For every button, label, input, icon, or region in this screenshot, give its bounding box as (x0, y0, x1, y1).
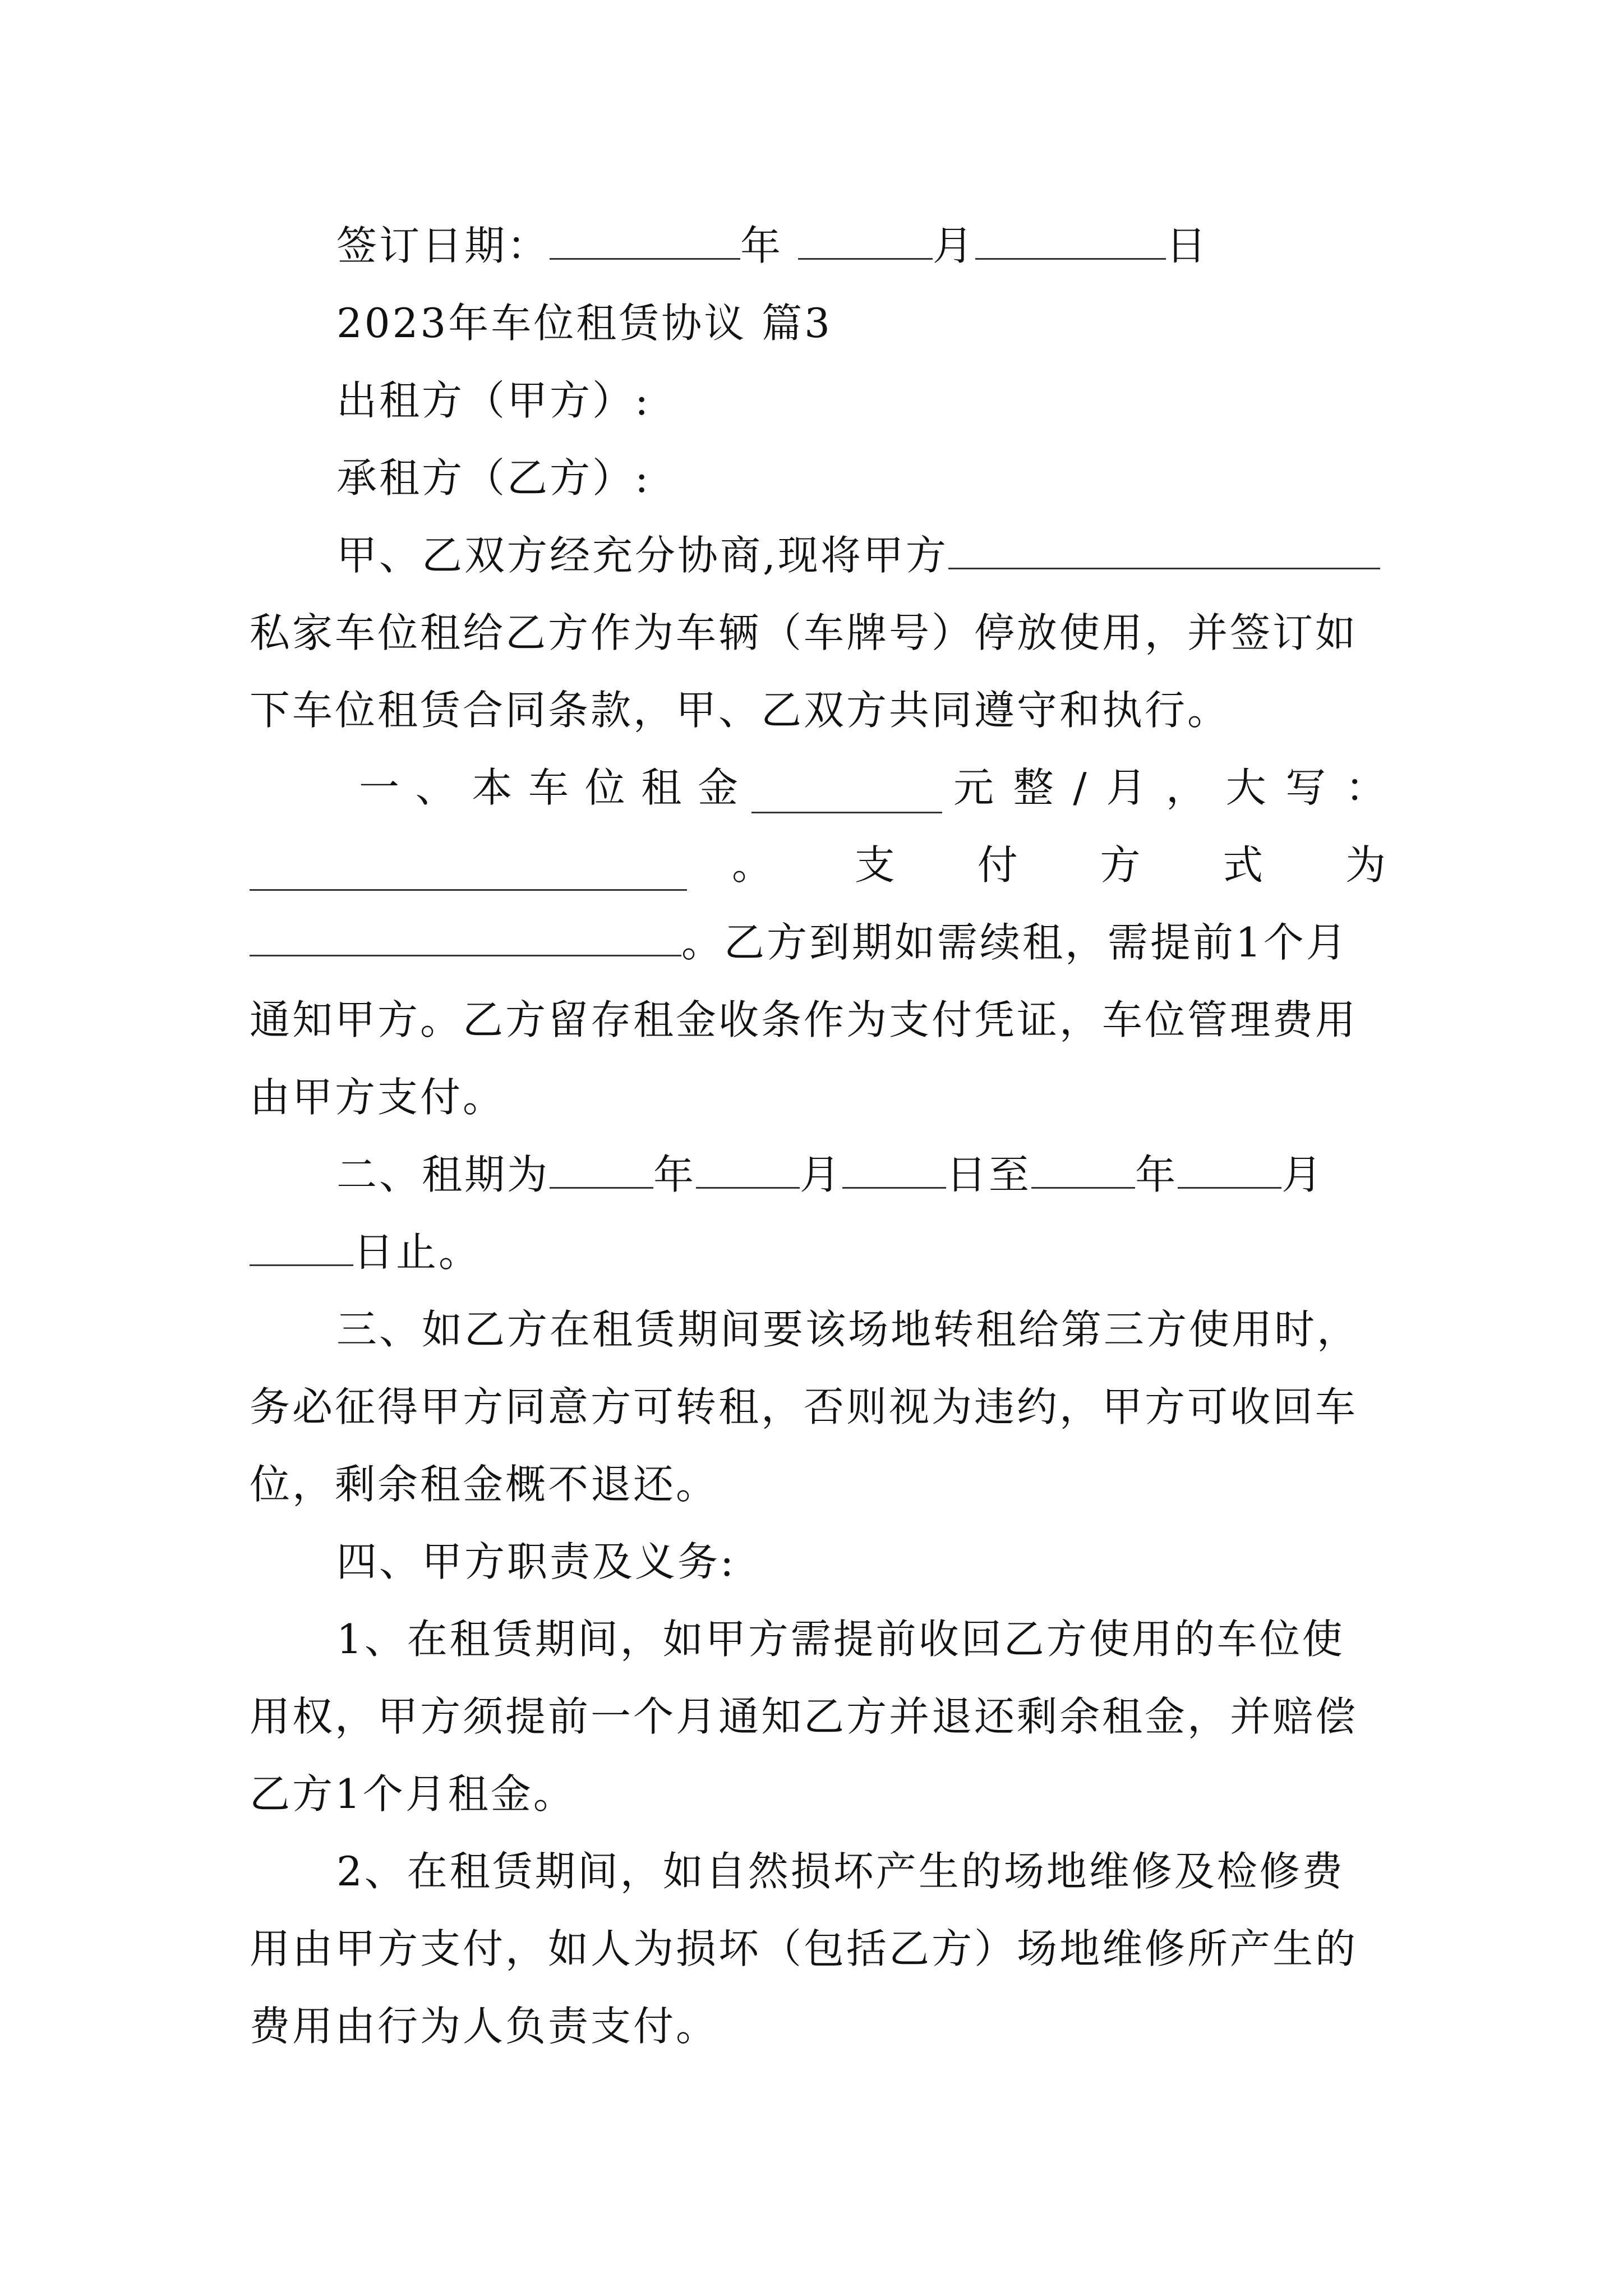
clause-1-line-2 (250, 839, 1388, 891)
term-blank (250, 1230, 353, 1266)
term-blank (696, 1152, 800, 1189)
item-1-line-1: 1、在租赁期间，如甲方需提前收回乙方使用的车位使 (336, 1616, 1345, 1663)
clause-1-tail (953, 762, 1388, 813)
clause-1-line-5: 由甲方支付。 (250, 1074, 506, 1121)
clause-2-line-1 (336, 1149, 1388, 1200)
char: 本 (472, 764, 515, 811)
char: 租 (641, 764, 684, 811)
char: 元 (953, 764, 997, 811)
item-2-line-2: 用由甲方支付，如人为损坏（包括乙方）场地维修所产生的 (250, 1925, 1358, 1972)
term-end: 日止。 (353, 1228, 482, 1276)
term-year: 年 (1135, 1151, 1178, 1198)
char: 月 (1106, 764, 1149, 811)
item-1-line-3: 乙方1个月租金。 (250, 1770, 576, 1818)
char: 、 (415, 764, 458, 811)
month-label: 月 (932, 222, 975, 269)
char: 式 (1223, 841, 1266, 889)
item-2-line-3: 费用由行为人负责支付。 (250, 2003, 719, 2050)
term-blank (842, 1152, 946, 1189)
capital-amount-blank (250, 854, 687, 891)
clause-1-lead (359, 762, 740, 813)
term-month: 月 (800, 1151, 843, 1198)
char: 位 (584, 764, 628, 811)
term-to: 日至 (946, 1151, 1032, 1198)
clause-2-line-2 (250, 1226, 1388, 1278)
char: 。 (732, 841, 775, 889)
intro-line-2: 私家车位租给乙方作为车辆（车牌号）停放使用，并签订如 (250, 609, 1358, 656)
term-blank (1178, 1152, 1281, 1189)
char: / (1073, 764, 1089, 811)
intro-text: 甲、乙双方经充分协商,现将甲方 (336, 532, 948, 579)
clause-1-line-1 (359, 762, 1388, 813)
char: 一 (359, 764, 402, 811)
term-blank (1031, 1152, 1135, 1189)
clause-1-line-3 (250, 917, 1388, 968)
day-blank (975, 223, 1166, 260)
term-lead: 二、租期为 (336, 1151, 550, 1198)
clause-3-line-1: 三、如乙方在租赁期间要该场地转租给第三方使用时， (336, 1306, 1360, 1353)
char: 车 (528, 764, 571, 811)
char: 金 (697, 764, 740, 811)
clause-1-line-4: 通知甲方。乙方留存租金收条作为支付凭证，车位管理费用 (250, 996, 1358, 1043)
item-2-line-1: 2、在租赁期间，如自然损坏产生的场地维修及检修费 (336, 1848, 1345, 1895)
clause-3-line-3: 位，剩余租金概不退还。 (250, 1461, 719, 1508)
char: 付 (977, 841, 1020, 889)
clause-3-line-2: 务必征得甲方同意方可转租，否则视为违约，甲方可收回车 (250, 1383, 1358, 1430)
char: 大 (1225, 764, 1269, 811)
char: 整 (1013, 764, 1056, 811)
month-blank (798, 223, 933, 260)
intro-line-1 (336, 530, 1388, 581)
heading: 2023年车位租赁协议 篇3 (336, 300, 832, 347)
intro-blank (948, 533, 1380, 569)
term-blank (550, 1152, 653, 1189)
sign-date-line (336, 220, 1388, 272)
sign-date-label: 签订日期： (336, 222, 550, 269)
term-month: 月 (1281, 1151, 1325, 1198)
lessee-line: 承租方（乙方）: (336, 454, 651, 501)
char: 方 (1100, 841, 1143, 889)
year-label: 年 (740, 222, 783, 269)
char: 写 (1285, 764, 1329, 811)
payment-method-label (732, 839, 1388, 891)
rent-blank (751, 777, 942, 813)
day-label: 日 (1165, 222, 1209, 269)
payment-method-blank (250, 920, 681, 956)
char: ， (1165, 764, 1209, 811)
clause-1-text: 。乙方到期如需续租，需提前1个月 (681, 919, 1349, 966)
term-year: 年 (653, 1151, 697, 1198)
char: ： (1345, 764, 1388, 811)
clause-4-heading: 四、甲方职责及义务: (336, 1538, 736, 1585)
char: 支 (854, 841, 897, 889)
char: 为 (1345, 841, 1388, 889)
year-blank (550, 223, 740, 260)
item-1-line-2: 用权，甲方须提前一个月通知乙方并退还剩余租金，并赔偿 (250, 1693, 1358, 1740)
lessor-line: 出租方（甲方）: (336, 377, 651, 424)
intro-line-3: 下车位租赁合同条款，甲、乙双方共同遵守和执行。 (250, 687, 1230, 734)
